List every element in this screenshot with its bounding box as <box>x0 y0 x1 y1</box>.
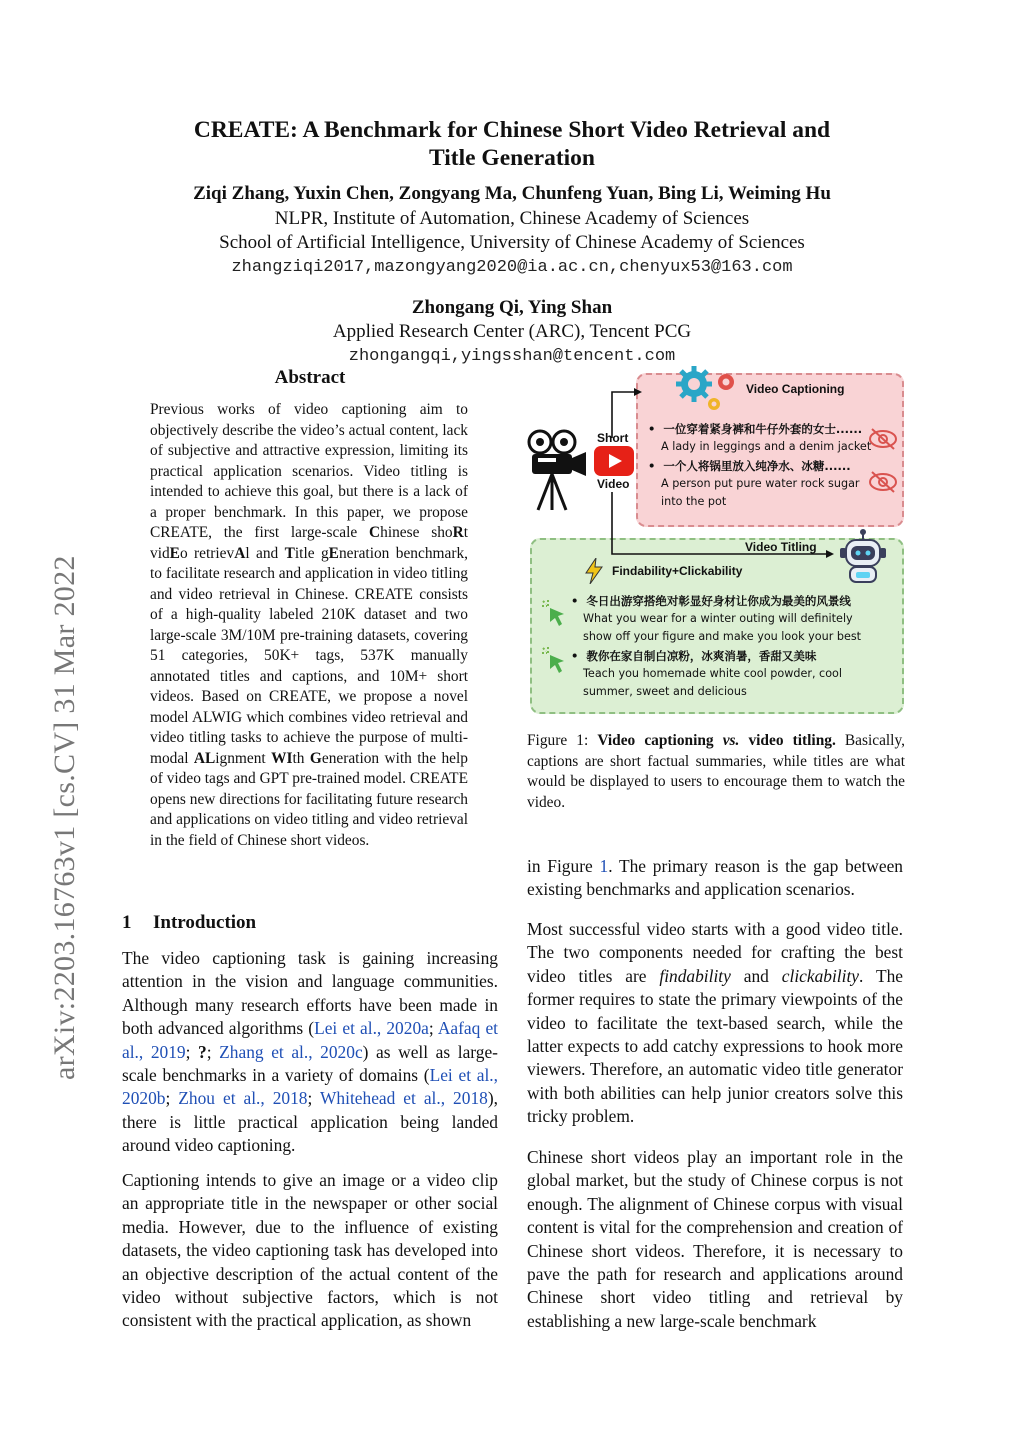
section-heading: 1 Introduction <box>122 912 257 933</box>
short-label: Short <box>597 431 629 445</box>
hidden-eye-icon <box>868 470 898 494</box>
intro-paragraph-4: Most successful video starts with a good video title. The two components needed for crafting the best video titles are findability and clickability. The former requires to state the primary viewpoints of the video to facilitate the text-based search, while the latter expects to add catchy expressions to hook more viewers. Therefore, an automatic video title generator with both abilities can help junior creators solve this tricky problem. <box>527 919 903 1127</box>
hidden-eye-icon <box>868 427 898 451</box>
citation-link[interactable]: Zhang et al., 2020c <box>219 1041 363 1062</box>
title-2-zh: • 教你在家自制白凉粉，冰爽消暑，香甜又美味 <box>571 649 817 663</box>
findability-label: Findability+Clickability <box>612 564 743 578</box>
citation-link[interactable]: Zhou et al., 2018 <box>178 1088 308 1109</box>
play-button-icon <box>594 446 634 476</box>
abstract-text: Previous works of video captioning aim to objectively describe the video’s actual content, lack of subjective and attractive expression, limiting its practical application scenarios. Video titling is intended to achieve this goal, but there is a lack of a proper benchmark. In this paper, we propose CREATE, the first large-scale Chinese shoRt vidEo retrievAl and Title gEneration benchmark, to facilitate research and application in video titling and video retrieval in Chinese. CREATE consists of a high-quality labeled 210K dataset and two large-scale 3M/10M pre-training datasets, covering 51 categories, 50K+ tags, 537K manually annotated titles and captions, and 10M+ short videos. Based on CREATE, we propose a novel model ALWIG which combines video retrieval and video titling tasks to achieve the purpose of multi-modal ALignment WIth Generation with the help of video tags and GPT pre-trained model. CREATE opens new directions for facilitating future research and applications on video titling and video retrieval in the field of Chinese short videos. <box>150 401 469 849</box>
caption-2-zh: • 一个人将锅里放入纯净水、冰糖...... <box>648 459 851 473</box>
title-2-en-1: Teach you homemade white cool powder, cool <box>583 667 843 680</box>
figure-caption: Figure 1: Video captioning vs. video titling. Basically, captions are short factual summaries, while titles are what would be displayed to users to encourage them to watch the video. <box>527 732 906 811</box>
affiliation-arc: Applied Research Center (ARC), Tencent PCG <box>332 321 692 342</box>
caption-1-en: A lady in leggings and a denim jacket <box>661 440 872 453</box>
paper-title <box>120 116 904 172</box>
affiliation-nlpr: NLPR, Institute of Automation, Chinese Academy of Sciences <box>274 208 750 229</box>
email-group-2: zhongangqi,yingsshan@tencent.com <box>348 347 676 366</box>
title-1-en-1: What you wear for a winter outing will definitely <box>583 612 853 625</box>
intro-paragraph-5: Chinese short videos play an important role in the global market, but the study of Chinese corpus is not enough. The alignment of Chinese corpus with visual content is vital for the comprehension and creation of Chinese short videos. Therefore, it is necessary to pave the path for research and applications around Chinese short video titling and retrieval by establishing a new large-scale benchmark <box>527 1147 903 1331</box>
captioning-label: Video Captioning <box>746 382 845 396</box>
caption-2-en-1: A person put pure water rock sugar <box>661 477 860 490</box>
caption-2-en-2: into the pot <box>661 495 727 508</box>
intro-paragraph-3: in Figure 1. The primary reason is the gap between existing benchmarks and application scenarios. <box>527 856 903 900</box>
title-2-en-2: summer, sweet and delicious <box>583 685 747 698</box>
titling-label: Video Titling <box>745 540 817 554</box>
title-1-zh: • 冬日出游穿搭绝对彰显好身材让你成为最美的风景线 <box>571 594 851 608</box>
citation-link[interactable]: Whitehead et al., 2018 <box>320 1088 488 1109</box>
caption-1-zh: • 一位穿着紧身裤和牛仔外套的女士...... <box>648 422 863 436</box>
intro-paragraph-1: The video captioning task is gaining increasing attention in the vision and language communities. Although many research efforts have been made in both advanced algorithms (Lei et al., 2020a; Aafaq et al., 2019; ?; Zhang et al., 2020c) as well as large-scale benchmarks in a variety of domains (Lei et al., 2020b; Zhou et al., 2018; Whitehead et al., 2018), there is little practical application being landed around video captioning. <box>122 948 498 1156</box>
arxiv-stamp: arXiv:2203.16763v1 [cs.CV] 31 Mar 2022 <box>48 555 81 1080</box>
cursor-click-icon <box>540 598 568 628</box>
authors-group-2: Zhongang Qi, Ying Shan <box>411 297 613 318</box>
citation-link[interactable]: Aafaq et al., 2019 <box>122 1018 498 1062</box>
email-group-1: zhangziqi2017,mazongyang2020@ia.ac.cn,chenyux53@163.com <box>231 258 793 277</box>
affiliation-ucas: School of Artificial Intelligence, University of Chinese Academy of Sciences <box>219 232 805 253</box>
title-line-2: Title Generation <box>428 145 595 171</box>
citation-link[interactable]: Lei et al., 2020b <box>122 1065 498 1109</box>
title-line-1: CREATE: A Benchmark for Chinese Short Video Retrieval and <box>193 117 831 143</box>
video-camera-icon <box>526 428 588 512</box>
lightning-icon <box>584 558 604 584</box>
gears-icon <box>676 366 746 414</box>
abstract-heading: Abstract <box>274 367 346 388</box>
video-label: Video <box>597 477 630 491</box>
authors-group-1: Ziqi Zhang, Yuxin Chen, Zongyang Ma, Chunfeng Yuan, Bing Li, Weiming Hu <box>193 183 831 204</box>
robot-icon <box>836 528 890 584</box>
intro-paragraph-2: Captioning intends to give an image or a video clip an appropriate title in the newspaper or other social media. However, due to the influence of existing datasets, the video captioning task has developed into an objective description of the actual content of the video without subjective factors, which is not consistent with the practical application, as shown <box>122 1170 498 1331</box>
cursor-click-icon <box>540 645 568 675</box>
citation-link[interactable]: Lei et al., 2020a <box>314 1018 429 1039</box>
title-1-en-2: show off your figure and make you look your best <box>583 630 862 643</box>
figure-ref-link[interactable]: 1 <box>599 856 609 876</box>
